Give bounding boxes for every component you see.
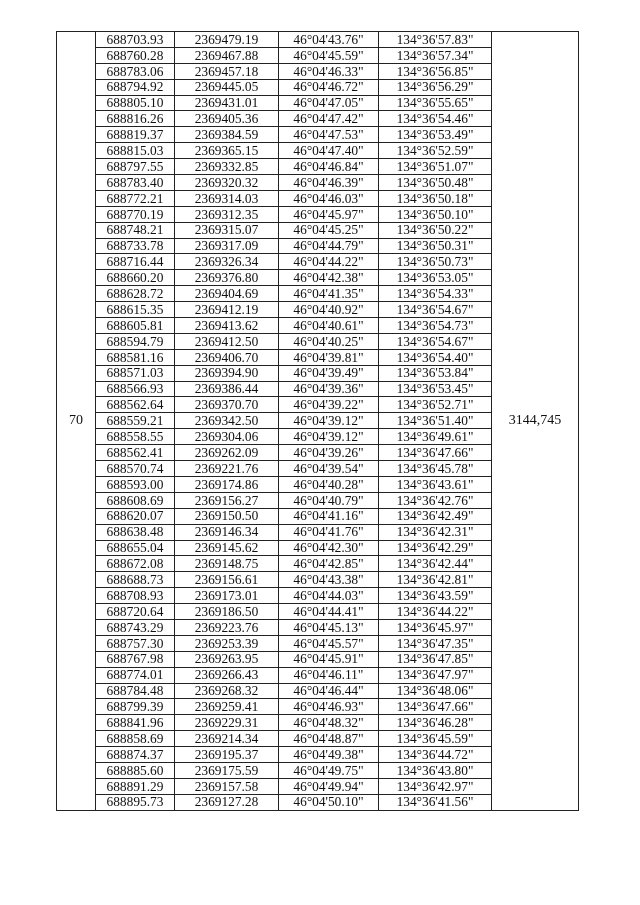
longitude-cell: 134°36'42.29" <box>379 540 492 556</box>
latitude-cell: 46°04'40.61" <box>279 318 379 334</box>
coordinates-sheet <box>56 31 579 811</box>
y-coordinate-cell: 2369156.61 <box>175 572 279 588</box>
y-coordinate-cell: 2369157.58 <box>175 778 279 794</box>
latitude-cell: 46°04'40.28" <box>279 476 379 492</box>
coordinates-table-body <box>57 32 579 811</box>
latitude-cell: 46°04'47.53" <box>279 127 379 143</box>
y-coordinate-cell: 2369445.05 <box>175 79 279 95</box>
longitude-cell: 134°36'50.18" <box>379 190 492 206</box>
longitude-cell: 134°36'54.40" <box>379 349 492 365</box>
latitude-cell: 46°04'39.22" <box>279 397 379 413</box>
longitude-cell: 134°36'50.22" <box>379 222 492 238</box>
x-coordinate-cell: 688797.55 <box>96 159 175 175</box>
x-coordinate-cell: 688672.08 <box>96 556 175 572</box>
y-coordinate-cell: 2369384.59 <box>175 127 279 143</box>
x-coordinate-cell: 688757.30 <box>96 635 175 651</box>
x-coordinate-cell: 688605.81 <box>96 318 175 334</box>
y-coordinate-cell: 2369253.39 <box>175 635 279 651</box>
longitude-cell: 134°36'46.28" <box>379 715 492 731</box>
y-coordinate-cell: 2369431.01 <box>175 95 279 111</box>
latitude-cell: 46°04'47.40" <box>279 143 379 159</box>
longitude-cell: 134°36'47.97" <box>379 667 492 683</box>
longitude-cell: 134°36'56.29" <box>379 79 492 95</box>
x-coordinate-cell: 688784.48 <box>96 683 175 699</box>
latitude-cell: 46°04'39.81" <box>279 349 379 365</box>
y-coordinate-cell: 2369412.19 <box>175 302 279 318</box>
x-coordinate-cell: 688895.73 <box>96 794 175 810</box>
latitude-cell: 46°04'49.38" <box>279 747 379 763</box>
y-coordinate-cell: 2369404.69 <box>175 286 279 302</box>
longitude-cell: 134°36'45.59" <box>379 731 492 747</box>
longitude-cell: 134°36'53.45" <box>379 381 492 397</box>
x-coordinate-cell: 688720.64 <box>96 604 175 620</box>
x-coordinate-cell: 688703.93 <box>96 32 175 48</box>
longitude-cell: 134°36'43.80" <box>379 762 492 778</box>
latitude-cell: 46°04'41.16" <box>279 508 379 524</box>
y-coordinate-cell: 2369174.86 <box>175 476 279 492</box>
y-coordinate-cell: 2369394.90 <box>175 365 279 381</box>
longitude-cell: 134°36'43.59" <box>379 588 492 604</box>
latitude-cell: 46°04'44.22" <box>279 254 379 270</box>
latitude-cell: 46°04'49.75" <box>279 762 379 778</box>
longitude-cell: 134°36'57.34" <box>379 47 492 63</box>
x-coordinate-cell: 688608.69 <box>96 492 175 508</box>
latitude-cell: 46°04'48.87" <box>279 731 379 747</box>
latitude-cell: 46°04'46.93" <box>279 699 379 715</box>
latitude-cell: 46°04'46.44" <box>279 683 379 699</box>
x-coordinate-cell: 688733.78 <box>96 238 175 254</box>
latitude-cell: 46°04'44.41" <box>279 604 379 620</box>
y-coordinate-cell: 2369304.06 <box>175 429 279 445</box>
x-coordinate-cell: 688748.21 <box>96 222 175 238</box>
x-coordinate-cell: 688655.04 <box>96 540 175 556</box>
latitude-cell: 46°04'41.35" <box>279 286 379 302</box>
y-coordinate-cell: 2369186.50 <box>175 604 279 620</box>
x-coordinate-cell: 688760.28 <box>96 47 175 63</box>
longitude-cell: 134°36'50.10" <box>379 206 492 222</box>
y-coordinate-cell: 2369223.76 <box>175 619 279 635</box>
longitude-cell: 134°36'54.67" <box>379 333 492 349</box>
latitude-cell: 46°04'42.38" <box>279 270 379 286</box>
x-coordinate-cell: 688628.72 <box>96 286 175 302</box>
latitude-cell: 46°04'39.26" <box>279 445 379 461</box>
latitude-cell: 46°04'46.33" <box>279 63 379 79</box>
longitude-cell: 134°36'54.67" <box>379 302 492 318</box>
x-coordinate-cell: 688819.37 <box>96 127 175 143</box>
longitude-cell: 134°36'56.85" <box>379 63 492 79</box>
x-coordinate-cell: 688885.60 <box>96 762 175 778</box>
x-coordinate-cell: 688815.03 <box>96 143 175 159</box>
longitude-cell: 134°36'53.84" <box>379 365 492 381</box>
y-coordinate-cell: 2369195.37 <box>175 747 279 763</box>
y-coordinate-cell: 2369457.18 <box>175 63 279 79</box>
latitude-cell: 46°04'39.54" <box>279 461 379 477</box>
y-coordinate-cell: 2369148.75 <box>175 556 279 572</box>
x-coordinate-cell: 688770.19 <box>96 206 175 222</box>
y-coordinate-cell: 2369146.34 <box>175 524 279 540</box>
y-coordinate-cell: 2369315.07 <box>175 222 279 238</box>
longitude-cell: 134°36'47.66" <box>379 699 492 715</box>
x-coordinate-cell: 688743.29 <box>96 619 175 635</box>
y-coordinate-cell: 2369150.50 <box>175 508 279 524</box>
latitude-cell: 46°04'39.36" <box>279 381 379 397</box>
latitude-cell: 46°04'44.79" <box>279 238 379 254</box>
longitude-cell: 134°36'49.61" <box>379 429 492 445</box>
latitude-cell: 46°04'47.42" <box>279 111 379 127</box>
latitude-cell: 46°04'43.76" <box>279 32 379 48</box>
y-coordinate-cell: 2369266.43 <box>175 667 279 683</box>
longitude-cell: 134°36'50.48" <box>379 175 492 191</box>
latitude-cell: 46°04'45.91" <box>279 651 379 667</box>
y-coordinate-cell: 2369173.01 <box>175 588 279 604</box>
x-coordinate-cell: 688688.73 <box>96 572 175 588</box>
y-coordinate-cell: 2369370.70 <box>175 397 279 413</box>
latitude-cell: 46°04'50.10" <box>279 794 379 810</box>
y-coordinate-cell: 2369229.31 <box>175 715 279 731</box>
latitude-cell: 46°04'41.76" <box>279 524 379 540</box>
longitude-cell: 134°36'51.40" <box>379 413 492 429</box>
x-coordinate-cell: 688805.10 <box>96 95 175 111</box>
x-coordinate-cell: 688562.64 <box>96 397 175 413</box>
longitude-cell: 134°36'44.72" <box>379 747 492 763</box>
x-coordinate-cell: 688772.21 <box>96 190 175 206</box>
y-coordinate-cell: 2369326.34 <box>175 254 279 270</box>
longitude-cell: 134°36'42.97" <box>379 778 492 794</box>
latitude-cell: 46°04'40.79" <box>279 492 379 508</box>
x-coordinate-cell: 688891.29 <box>96 778 175 794</box>
area-cell: 3144,745 <box>492 32 579 811</box>
y-coordinate-cell: 2369376.80 <box>175 270 279 286</box>
x-coordinate-cell: 688774.01 <box>96 667 175 683</box>
y-coordinate-cell: 2369262.09 <box>175 445 279 461</box>
y-coordinate-cell: 2369263.95 <box>175 651 279 667</box>
latitude-cell: 46°04'46.11" <box>279 667 379 683</box>
longitude-cell: 134°36'47.85" <box>379 651 492 667</box>
longitude-cell: 134°36'53.05" <box>379 270 492 286</box>
latitude-cell: 46°04'40.92" <box>279 302 379 318</box>
longitude-cell: 134°36'42.44" <box>379 556 492 572</box>
y-coordinate-cell: 2369314.03 <box>175 190 279 206</box>
longitude-cell: 134°36'54.73" <box>379 318 492 334</box>
y-coordinate-cell: 2369221.76 <box>175 461 279 477</box>
x-coordinate-cell: 688571.03 <box>96 365 175 381</box>
longitude-cell: 134°36'42.81" <box>379 572 492 588</box>
y-coordinate-cell: 2369365.15 <box>175 143 279 159</box>
latitude-cell: 46°04'45.59" <box>279 47 379 63</box>
longitude-cell: 134°36'50.73" <box>379 254 492 270</box>
latitude-cell: 46°04'45.13" <box>279 619 379 635</box>
x-coordinate-cell: 688620.07 <box>96 508 175 524</box>
longitude-cell: 134°36'42.31" <box>379 524 492 540</box>
longitude-cell: 134°36'41.56" <box>379 794 492 810</box>
table-row <box>57 32 579 48</box>
longitude-cell: 134°36'43.61" <box>379 476 492 492</box>
longitude-cell: 134°36'51.07" <box>379 159 492 175</box>
y-coordinate-cell: 2369175.59 <box>175 762 279 778</box>
x-coordinate-cell: 688783.40 <box>96 175 175 191</box>
latitude-cell: 46°04'47.05" <box>279 95 379 111</box>
y-coordinate-cell: 2369413.62 <box>175 318 279 334</box>
longitude-cell: 134°36'50.31" <box>379 238 492 254</box>
y-coordinate-cell: 2369406.70 <box>175 349 279 365</box>
y-coordinate-cell: 2369320.32 <box>175 175 279 191</box>
longitude-cell: 134°36'48.06" <box>379 683 492 699</box>
latitude-cell: 46°04'45.25" <box>279 222 379 238</box>
latitude-cell: 46°04'46.72" <box>279 79 379 95</box>
y-coordinate-cell: 2369332.85 <box>175 159 279 175</box>
y-coordinate-cell: 2369259.41 <box>175 699 279 715</box>
coordinates-table <box>56 31 579 811</box>
x-coordinate-cell: 688562.41 <box>96 445 175 461</box>
x-coordinate-cell: 688558.55 <box>96 429 175 445</box>
x-coordinate-cell: 688858.69 <box>96 731 175 747</box>
y-coordinate-cell: 2369317.09 <box>175 238 279 254</box>
latitude-cell: 46°04'39.12" <box>279 413 379 429</box>
x-coordinate-cell: 688581.16 <box>96 349 175 365</box>
latitude-cell: 46°04'42.30" <box>279 540 379 556</box>
x-coordinate-cell: 688570.74 <box>96 461 175 477</box>
y-coordinate-cell: 2369312.35 <box>175 206 279 222</box>
x-coordinate-cell: 688660.20 <box>96 270 175 286</box>
y-coordinate-cell: 2369412.50 <box>175 333 279 349</box>
y-coordinate-cell: 2369479.19 <box>175 32 279 48</box>
x-coordinate-cell: 688816.26 <box>96 111 175 127</box>
x-coordinate-cell: 688593.00 <box>96 476 175 492</box>
latitude-cell: 46°04'48.32" <box>279 715 379 731</box>
y-coordinate-cell: 2369145.62 <box>175 540 279 556</box>
y-coordinate-cell: 2369127.28 <box>175 794 279 810</box>
x-coordinate-cell: 688794.92 <box>96 79 175 95</box>
longitude-cell: 134°36'47.35" <box>379 635 492 651</box>
latitude-cell: 46°04'43.38" <box>279 572 379 588</box>
longitude-cell: 134°36'54.46" <box>379 111 492 127</box>
longitude-cell: 134°36'42.76" <box>379 492 492 508</box>
y-coordinate-cell: 2369214.34 <box>175 731 279 747</box>
latitude-cell: 46°04'39.49" <box>279 365 379 381</box>
x-coordinate-cell: 688783.06 <box>96 63 175 79</box>
latitude-cell: 46°04'44.03" <box>279 588 379 604</box>
latitude-cell: 46°04'45.97" <box>279 206 379 222</box>
x-coordinate-cell: 688874.37 <box>96 747 175 763</box>
x-coordinate-cell: 688594.79 <box>96 333 175 349</box>
y-coordinate-cell: 2369156.27 <box>175 492 279 508</box>
y-coordinate-cell: 2369268.32 <box>175 683 279 699</box>
x-coordinate-cell: 688767.98 <box>96 651 175 667</box>
x-coordinate-cell: 688716.44 <box>96 254 175 270</box>
latitude-cell: 46°04'40.25" <box>279 333 379 349</box>
y-coordinate-cell: 2369342.50 <box>175 413 279 429</box>
longitude-cell: 134°36'54.33" <box>379 286 492 302</box>
y-coordinate-cell: 2369405.36 <box>175 111 279 127</box>
longitude-cell: 134°36'47.66" <box>379 445 492 461</box>
longitude-cell: 134°36'42.49" <box>379 508 492 524</box>
latitude-cell: 46°04'46.84" <box>279 159 379 175</box>
y-coordinate-cell: 2369467.88 <box>175 47 279 63</box>
x-coordinate-cell: 688559.21 <box>96 413 175 429</box>
longitude-cell: 134°36'57.83" <box>379 32 492 48</box>
latitude-cell: 46°04'45.57" <box>279 635 379 651</box>
latitude-cell: 46°04'42.85" <box>279 556 379 572</box>
y-coordinate-cell: 2369386.44 <box>175 381 279 397</box>
x-coordinate-cell: 688615.35 <box>96 302 175 318</box>
longitude-cell: 134°36'52.59" <box>379 143 492 159</box>
latitude-cell: 46°04'46.03" <box>279 190 379 206</box>
x-coordinate-cell: 688841.96 <box>96 715 175 731</box>
x-coordinate-cell: 688638.48 <box>96 524 175 540</box>
longitude-cell: 134°36'55.65" <box>379 95 492 111</box>
latitude-cell: 46°04'39.12" <box>279 429 379 445</box>
x-coordinate-cell: 688566.93 <box>96 381 175 397</box>
x-coordinate-cell: 688708.93 <box>96 588 175 604</box>
longitude-cell: 134°36'53.49" <box>379 127 492 143</box>
x-coordinate-cell: 688799.39 <box>96 699 175 715</box>
longitude-cell: 134°36'45.97" <box>379 619 492 635</box>
longitude-cell: 134°36'44.22" <box>379 604 492 620</box>
latitude-cell: 46°04'49.94" <box>279 778 379 794</box>
latitude-cell: 46°04'46.39" <box>279 175 379 191</box>
longitude-cell: 134°36'52.71" <box>379 397 492 413</box>
plot-number-cell: 70 <box>57 32 96 811</box>
longitude-cell: 134°36'45.78" <box>379 461 492 477</box>
